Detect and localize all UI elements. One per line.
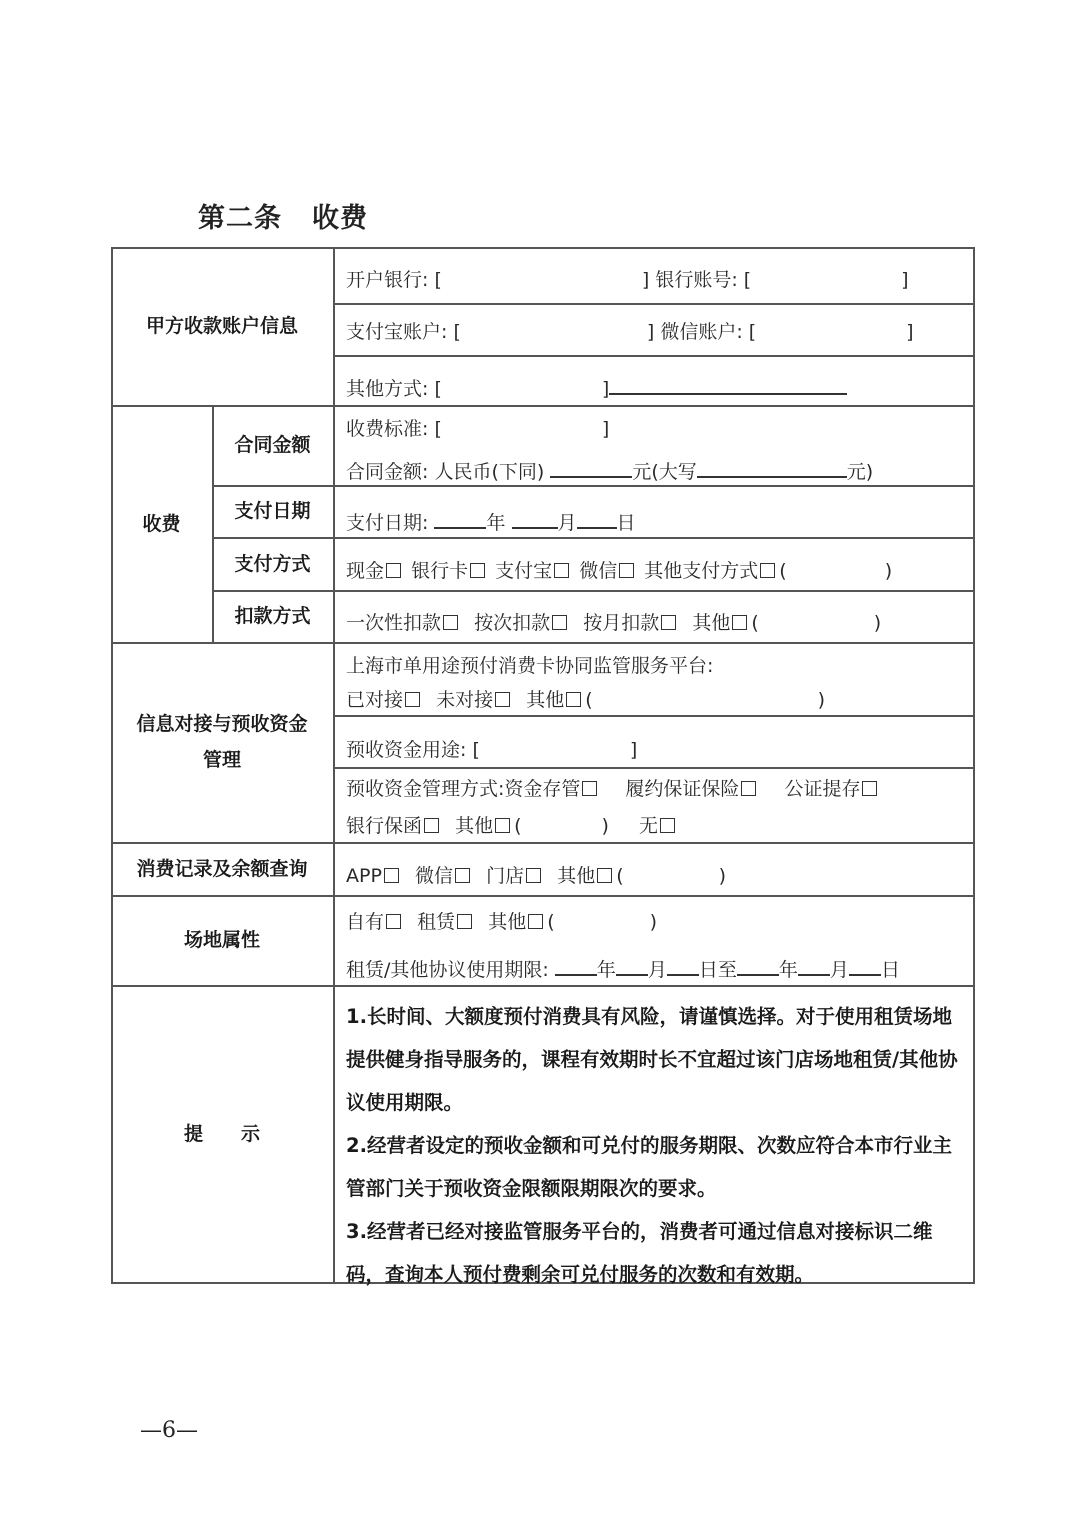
label-column-divider xyxy=(333,247,335,1284)
label-account-info: 甲方收款账户信息 xyxy=(145,315,298,337)
option-leased: 租赁 xyxy=(417,911,456,933)
option-per-use: 按次扣款 xyxy=(474,612,551,634)
to-label: 日至 xyxy=(698,959,737,981)
pay-month: 月 xyxy=(557,512,577,534)
option-platform-other: 其他 xyxy=(526,689,565,711)
tip-item: 1.长时间、大额度预付消费具有风险，请谨慎选择。对于使用租赁场地提供健身指导服务的，课程有效期时长不宜超过该门店场地租赁/其他协议使用期限。 xyxy=(346,1005,958,1114)
mgmt-label: 预收资金管理方式: xyxy=(346,778,505,800)
checkbox-custody[interactable] xyxy=(582,781,597,796)
alipay-row: 支付宝账户: [ ] 微信账户: [ ] xyxy=(346,321,914,343)
lease-end-month[interactable] xyxy=(798,956,830,976)
checkbox-alipay[interactable] xyxy=(554,563,569,578)
checkbox-bank-card[interactable] xyxy=(470,563,485,578)
mgmt-row-1 xyxy=(346,780,881,799)
checkbox-other-deduct[interactable] xyxy=(732,615,747,630)
option-connected: 已对接 xyxy=(346,689,404,711)
checkbox-monthly[interactable] xyxy=(661,615,676,630)
mgmt-row-2: 银行保函 其他 ( ) 无 xyxy=(346,817,679,836)
row-divider xyxy=(333,303,975,305)
checkbox-platform-other[interactable] xyxy=(566,692,581,707)
year-label: 年 xyxy=(778,959,798,981)
fee-standard-label: 收费标准: xyxy=(346,418,429,440)
label-tips: 提 示 xyxy=(183,1122,260,1145)
checkbox-cash[interactable] xyxy=(386,563,401,578)
option-venue-other: 其他 xyxy=(488,911,527,933)
month-label: 月 xyxy=(829,959,849,981)
platform-options-row: 已对接 未对接 其他 ( ) xyxy=(346,689,826,711)
amount-capital-field[interactable] xyxy=(697,458,847,478)
bank-row: 开户银行: [ ] 银行账号: [ ] xyxy=(346,269,909,291)
contract-amount-row xyxy=(346,458,873,482)
row-divider xyxy=(333,355,975,357)
option-insurance: 履约保证保险 xyxy=(625,778,740,800)
page-number: —6— xyxy=(140,1418,198,1443)
lease-start-year[interactable] xyxy=(555,956,597,976)
checkbox-insurance[interactable] xyxy=(741,781,756,796)
option-cash: 现金 xyxy=(346,560,385,582)
lease-term-row xyxy=(346,956,900,980)
label-prepaid-mgmt xyxy=(111,642,333,842)
amount-field[interactable] xyxy=(550,458,632,478)
deduct-method-row: 一次性扣款 按次扣款 按月扣款 其他 ( ) xyxy=(346,612,882,634)
table-border-right xyxy=(973,247,975,1284)
checkbox-notary[interactable] xyxy=(862,781,877,796)
option-alipay: 支付宝 xyxy=(495,560,553,582)
bank-label: 开户银行: xyxy=(346,269,429,291)
amount-yuan: 元(大写 xyxy=(632,461,697,483)
checkbox-mgmt-other[interactable] xyxy=(495,818,510,833)
option-other-deduct: 其他 xyxy=(692,612,731,634)
article-number: 第二条 xyxy=(198,203,282,234)
option-owned: 自有 xyxy=(346,911,385,933)
usage-label: 预收资金用途: xyxy=(346,739,467,761)
fee-standard-row: 收费标准: [ ] xyxy=(346,418,610,440)
pay-year-field[interactable] xyxy=(434,509,486,529)
venue-options-row: 自有 租赁 其他 ( ) xyxy=(346,911,658,933)
checkbox-venue-other[interactable] xyxy=(528,914,543,929)
label-contract-amount: 合同金额 xyxy=(234,434,311,456)
lease-term-label: 租赁/其他协议使用期限: xyxy=(346,959,549,981)
checkbox-owned[interactable] xyxy=(386,914,401,929)
other-method-line[interactable] xyxy=(609,375,847,395)
option-notary: 公证提存 xyxy=(784,778,861,800)
lease-start-day[interactable] xyxy=(667,956,699,976)
checkbox-per-use[interactable] xyxy=(552,615,567,630)
option-not-connected: 未对接 xyxy=(436,689,494,711)
label-prepaid-line1: 信息对接与预收资金 xyxy=(136,713,308,735)
article-subject: 收费 xyxy=(312,203,368,234)
checkbox-wechat[interactable] xyxy=(619,563,634,578)
tip-item: 3.经营者已经对接监管服务平台的，消费者可通过信息对接标识二维码，查询本人预付费剩余可兑付服务的次数和有效期。 xyxy=(346,1220,933,1286)
tip-item: 2.经营者设定的预收金额和可兑付的服务期限、次数应符合本市行业主管部门关于预收资金限额限期限次的要求。 xyxy=(346,1134,952,1200)
year-label: 年 xyxy=(596,959,616,981)
option-app: APP xyxy=(346,865,382,887)
lease-end-day[interactable] xyxy=(849,956,881,976)
contract-amount-label: 合同金额: 人民币(下同) xyxy=(346,461,545,483)
option-mgmt-other: 其他 xyxy=(455,815,494,837)
pay-date-row xyxy=(346,509,636,533)
checkbox-query-wechat[interactable] xyxy=(455,868,470,883)
option-query-other: 其他 xyxy=(557,865,596,887)
option-other-pay: 其他支付方式 xyxy=(644,560,759,582)
balance-query-row: APP 微信 门店 其他 ( ) xyxy=(346,865,727,887)
option-wechat: 微信 xyxy=(579,560,618,582)
checkbox-leased[interactable] xyxy=(457,914,472,929)
checkbox-not-connected[interactable] xyxy=(495,692,510,707)
label-pay-method: 支付方式 xyxy=(234,552,311,575)
checkbox-query-other[interactable] xyxy=(597,868,612,883)
other-method-row: 其他方式: [ ] xyxy=(346,375,847,399)
pay-month-field[interactable] xyxy=(512,509,558,529)
option-custody: 资金存管 xyxy=(504,778,581,800)
label-fee: 收费 xyxy=(142,512,181,535)
label-prepaid-line2: 管理 xyxy=(202,749,241,771)
amount-yuan-end: 元) xyxy=(846,461,874,483)
row-divider xyxy=(333,767,975,769)
label-balance-query: 消费记录及余额查询 xyxy=(136,857,308,880)
checkbox-none[interactable] xyxy=(660,818,675,833)
option-none: 无 xyxy=(638,815,658,837)
lease-end-year[interactable] xyxy=(737,956,779,976)
checkbox-bank-guarantee[interactable] xyxy=(424,818,439,833)
checkbox-lump-sum[interactable] xyxy=(443,615,458,630)
option-query-wechat: 微信 xyxy=(415,865,454,887)
pay-year: 年 xyxy=(486,512,506,534)
pay-day-field[interactable] xyxy=(577,509,617,529)
month-label: 月 xyxy=(647,959,667,981)
platform-row: 上海市单用途预付消费卡协同监管服务平台: xyxy=(346,655,714,677)
other-method-label: 其他方式: xyxy=(346,378,429,400)
checkbox-connected[interactable] xyxy=(405,692,420,707)
day-label: 日 xyxy=(880,959,900,981)
option-monthly: 按月扣款 xyxy=(583,612,660,634)
option-bank-card: 银行卡 xyxy=(411,560,469,582)
tips-content xyxy=(346,995,966,1296)
checkbox-other-pay[interactable] xyxy=(760,563,775,578)
wechat-label: 微信账户: xyxy=(660,321,743,343)
alipay-label: 支付宝账户: xyxy=(346,321,448,343)
checkbox-store[interactable] xyxy=(526,868,541,883)
row-divider xyxy=(333,715,975,717)
label-venue: 场地属性 xyxy=(183,929,260,951)
option-bank-guarantee: 银行保函 xyxy=(346,815,423,837)
option-store: 门店 xyxy=(486,865,525,887)
checkbox-app[interactable] xyxy=(384,868,399,883)
usage-row: 预收资金用途: [ ] xyxy=(346,739,638,761)
lease-start-month[interactable] xyxy=(616,956,648,976)
article-title xyxy=(198,196,368,235)
option-lump-sum: 一次性扣款 xyxy=(346,612,442,634)
label-deduct-method: 扣款方式 xyxy=(234,605,311,627)
pay-method-row: 现金 银行卡 支付宝 微信 其他支付方式 ( ) xyxy=(346,560,893,582)
pay-day: 日 xyxy=(616,512,636,534)
pay-date-text: 支付日期: xyxy=(346,512,429,534)
label-pay-date: 支付日期 xyxy=(234,500,311,522)
bank-account-label: 银行账号: xyxy=(655,269,738,291)
